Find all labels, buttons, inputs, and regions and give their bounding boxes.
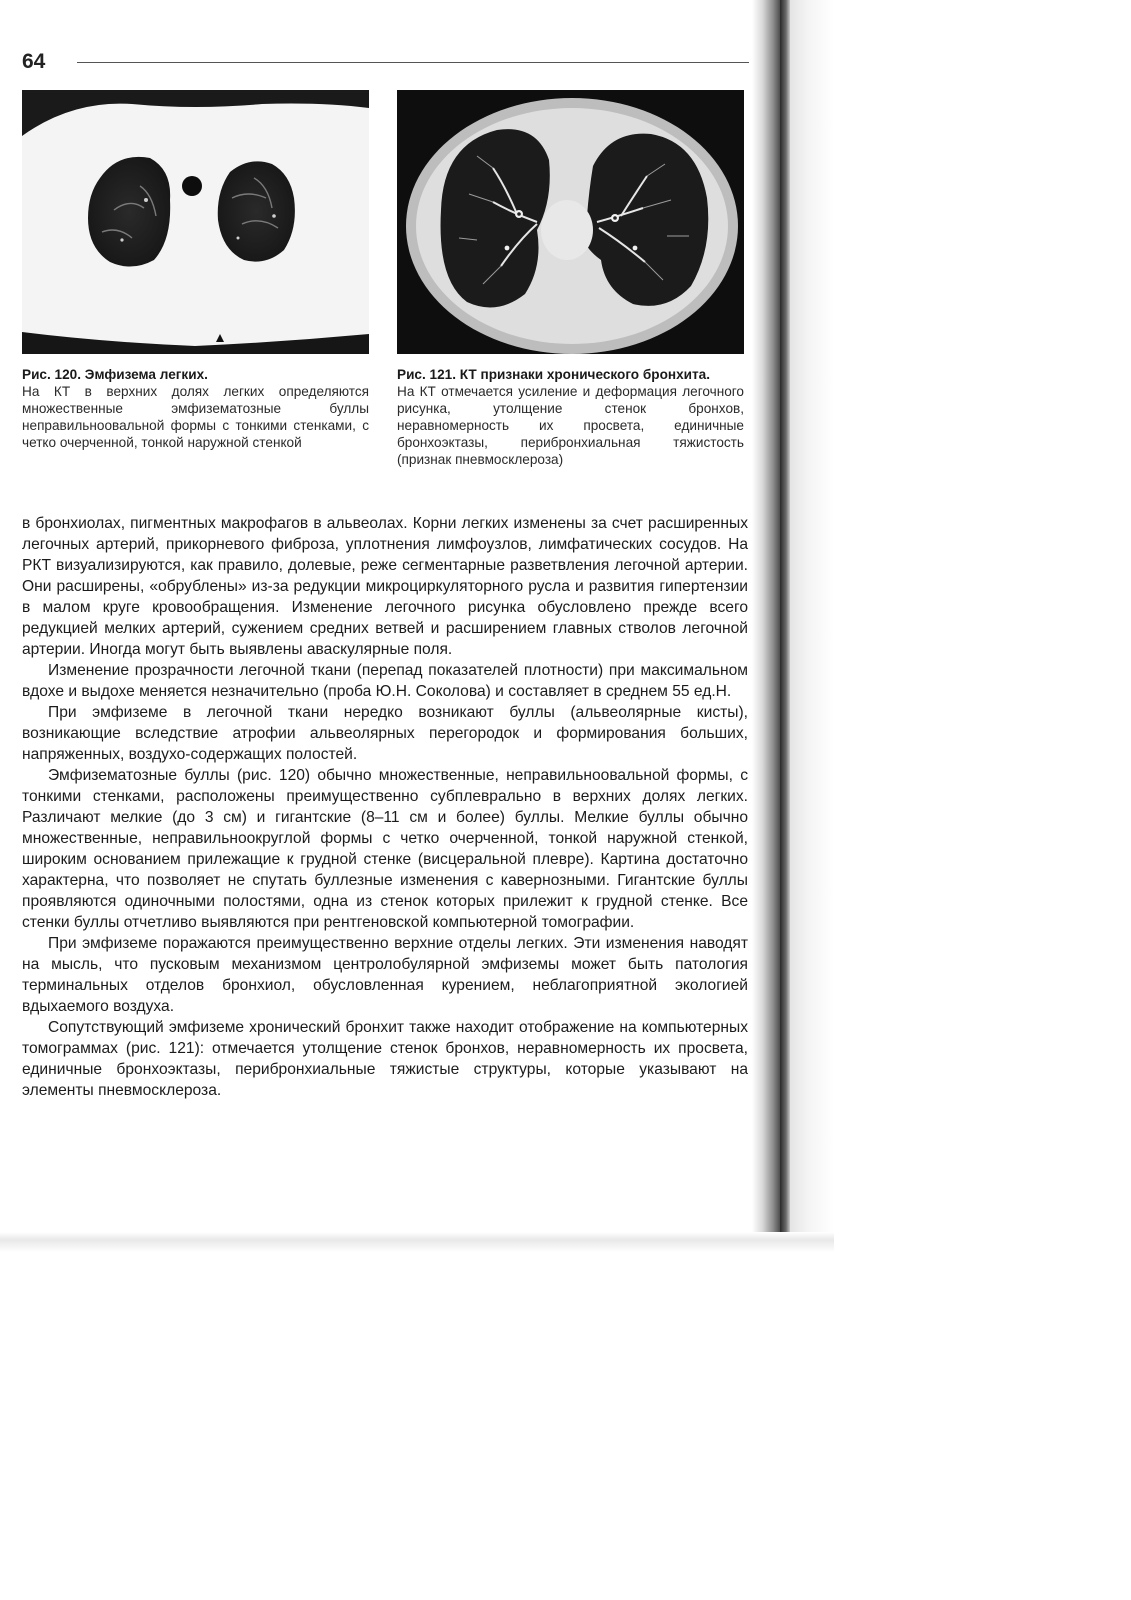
figure-120-text: На КТ в верхних долях легких определяются множественные эмфизематозные буллы неправильноовальной формы с тонкими стенками, с четко очерченной, тонкой наружной стенкой <box>22 384 369 450</box>
body-text <box>22 513 748 1101</box>
figure-121-title: Рис. 121. КТ признаки хронического бронхита. <box>397 367 711 382</box>
scan-bottom-edge <box>0 1232 834 1252</box>
ct-image-chronic-bronchitis <box>397 90 744 354</box>
book-spine <box>780 0 790 1250</box>
paragraph: в бронхиолах, пигментных макрофагов в альвеолах. Корни легких изменены за счет расширенных легочных артерий, прикорневого фиброза, уплотнения лимфоузлов, лимфатических сосудов. На РКТ визуализируются, как правило, долевые, реже сегментарные разветвления легочной артерии. Они расширены, «обрублены» из-за редукции микроциркуляторного русла и развития гипертензии в малом круге кровообращения. Изменение легочного рисунка обусловлено прежде всего редукцией мелких артерий, сужением средних ветвей и расширением главных стволов легочной артерии. Иногда могут быть выявлены аваскулярные поля. <box>22 515 748 658</box>
paragraph: Сопутствующий эмфиземе хронический бронхит также находит отображение на компьютерных томограммах (рис. 121): отмечается утолщение стенок бронхов, неравномерность их просвета, единичные бронхоэктазы, перибронхиальные тяжистые структуры, которые указывают на элементы пневмосклероза. <box>22 1019 748 1099</box>
book-gutter-shadow <box>752 0 782 1250</box>
header-rule <box>77 62 749 63</box>
ct-image-emphysema <box>22 90 369 354</box>
figure-120-title: Рис. 120. Эмфизема легких. <box>22 367 208 382</box>
paragraph: Изменение прозрачности легочной ткани (перепад показателей плотности) при максимальном вдохе и выдохе меняется незначительно (проба Ю.Н. Соколова) и составляет в среднем 55 ед.Н. <box>22 662 748 700</box>
paragraph: Эмфизематозные буллы (рис. 120) обычно множественные, неправильноовальной формы, с тонкими стенками, расположены преимущественно субплеврально в верхних долях легких. Различают мелкие (до 3 см) и гигантские (8–11 см и более) буллы. Мелкие буллы обычно множественные, неправильноокруглой формы с четко очерченной, тонкой наружной стенкой, широким основанием прилежащие к грудной стенке (висцеральной плевре). Картина достаточно характерна, что позволяет не спутать буллезные изменения с кавернозными. Гигантские буллы проявляются одиночными полостями, одна из стенок которых прилежит к грудной стенке. Все стенки буллы отчетливо выявляются при рентгеновской компьютерной томографии. <box>22 767 748 931</box>
figure-121-caption <box>397 366 744 468</box>
paragraph: При эмфиземе в легочной ткани нередко возникают буллы (альвеолярные кисты), возникающие вследствие атрофии альвеолярных перегородок и формирования больших, напряженных, воздухо-содержащих полостей. <box>22 704 748 763</box>
next-page-edge <box>790 0 834 1250</box>
paragraph: При эмфиземе поражаются преимущественно верхние отделы легких. Эти изменения наводят на мысль, что пусковым механизмом центролобулярной эмфиземы может быть патология терминальных отделов бронхиол, обусловленная курением, неблагоприятной экологией вдыхаемого воздуха. <box>22 935 748 1015</box>
figure-121-text: На КТ отмечается усиление и деформация легочного рисунка, утолщение стенок бронхов, неравномерность их просвета, единичные бронхоэктазы, перибронхиальная тяжистость (признак пневмосклероза) <box>397 384 744 467</box>
page-number: 64 <box>22 50 46 73</box>
figure-120-caption <box>22 366 369 451</box>
